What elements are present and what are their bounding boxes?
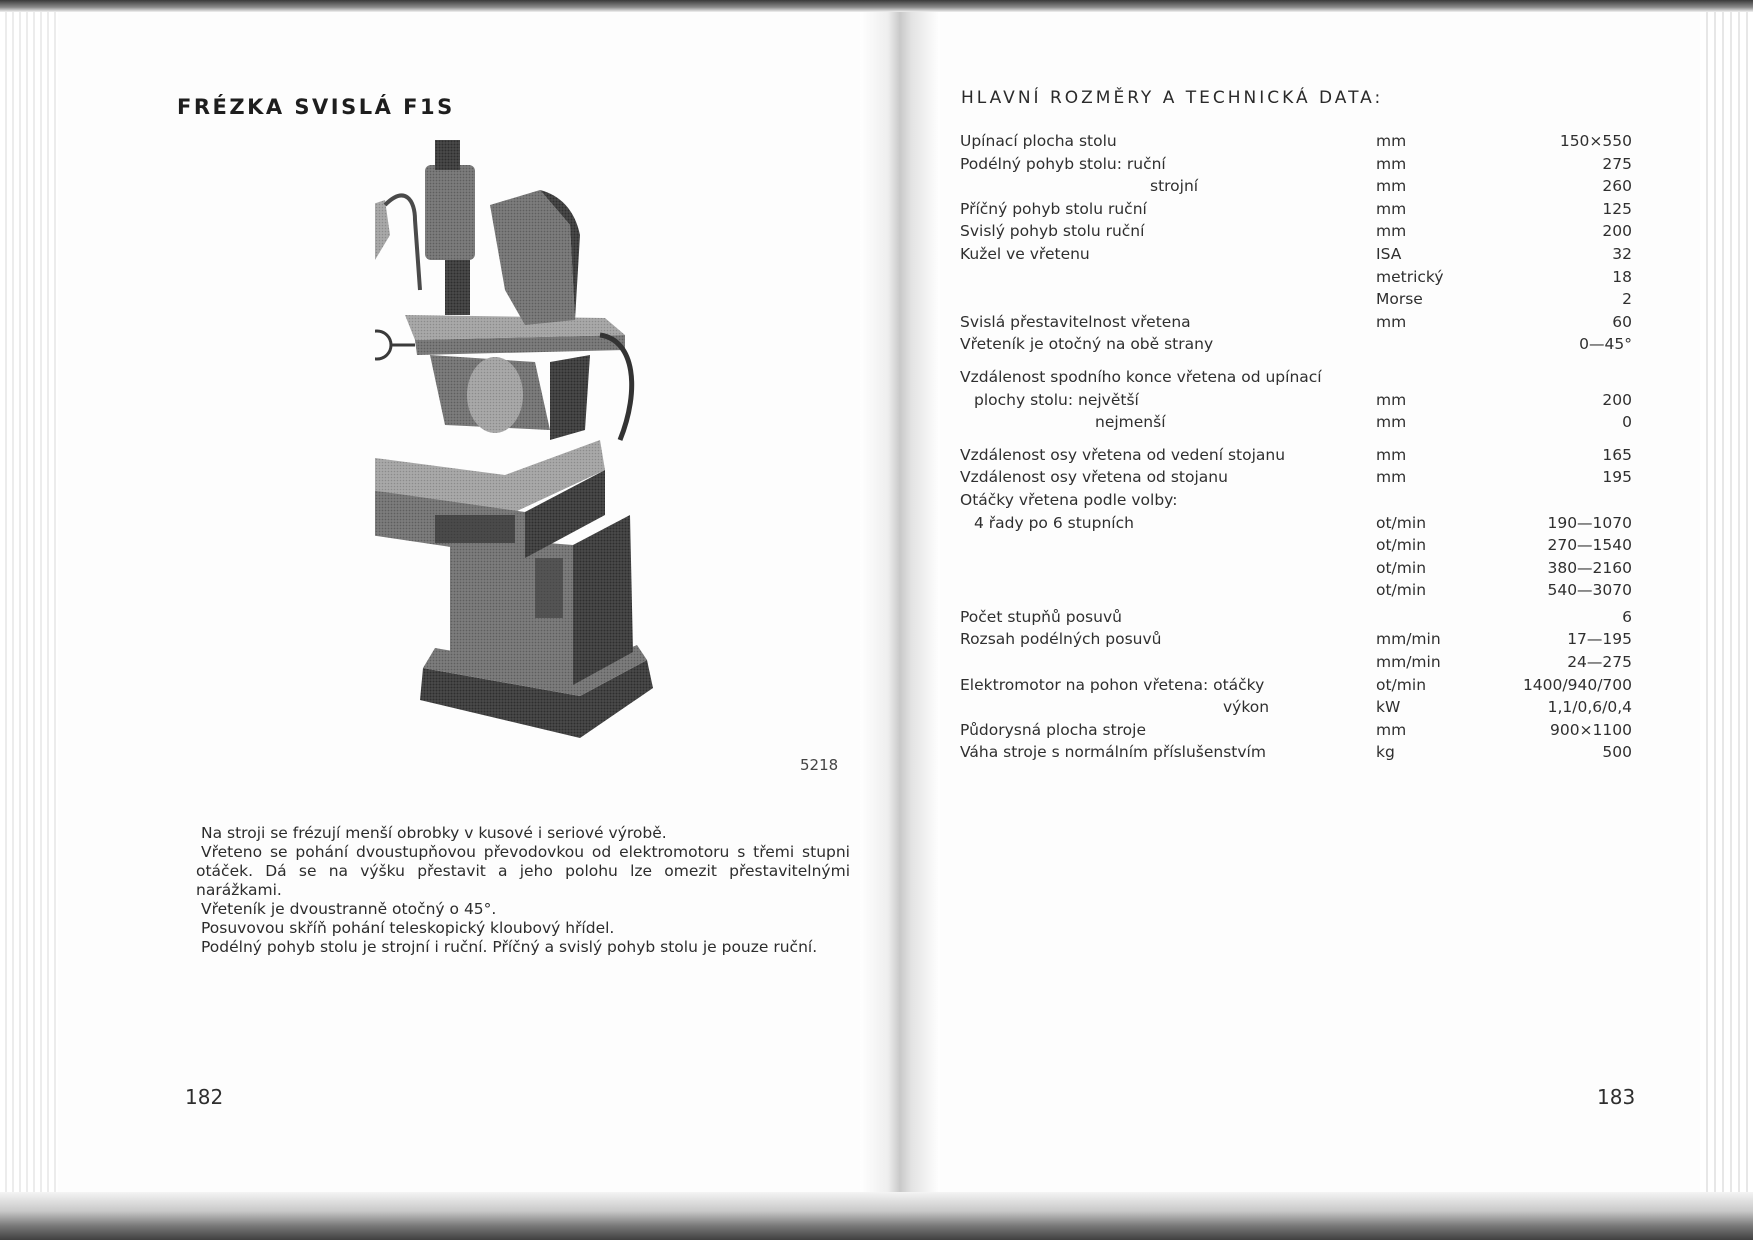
spec-row <box>960 466 1632 489</box>
spec-unit: mm <box>1376 132 1407 150</box>
spec-row <box>960 288 1632 311</box>
spec-value: 0—45° <box>1579 335 1632 354</box>
spec-label: Vzdálenost osy vřetena od stojanu . . . <box>960 466 1355 489</box>
spec-label: 4 řady po 6 stupních . . . <box>960 512 1369 535</box>
spec-unit: mm <box>1376 177 1407 196</box>
spec-value: 270—1540 <box>1547 536 1632 555</box>
spec-label: nejmenší . . . <box>960 411 1490 434</box>
spec-row <box>960 696 1632 719</box>
spec-value: 165 <box>1602 445 1632 464</box>
spec-row <box>960 489 1632 512</box>
spec-value: 18 <box>1612 267 1632 286</box>
specs-table <box>960 130 1632 764</box>
spec-label: strojní . . . <box>960 175 1545 198</box>
spec-unit: mm <box>1376 468 1407 487</box>
spec-label: Počet stupňů posuvů . . . <box>960 606 1355 629</box>
spec-row <box>960 198 1632 221</box>
description-paragraph: Podélný pohyb stolu je strojní i ruční. Příčný a svislý pohyb stolu je pouze ruční. <box>201 938 818 956</box>
spec-value: 125 <box>1602 199 1632 218</box>
spec-value: 2 <box>1622 290 1632 309</box>
spec-unit: mm <box>1376 413 1407 432</box>
spec-label: výkon . . . <box>960 696 1618 719</box>
spec-label: Vzdálenost osy vřetena od vedení stojanu . . . <box>960 444 1355 467</box>
spec-label: Svislá přestavitelnost vřetena . . . <box>960 311 1355 334</box>
spec-row <box>960 512 1632 535</box>
spec-unit: ot/min <box>1376 513 1427 532</box>
spec-value: 6 <box>1622 607 1632 626</box>
spec-value: 60 <box>1612 312 1632 331</box>
spec-value: 1400/940/700 <box>1522 675 1632 694</box>
spec-label <box>960 579 1355 602</box>
spec-row <box>960 153 1632 176</box>
spec-label: Otáčky vřetena podle volby: <box>960 489 1355 512</box>
description-paragraph: Posuvovou skříň pohání teleskopický kloubový hřídel. <box>201 919 615 937</box>
spec-unit: kW <box>1376 698 1401 717</box>
spec-label: Půdorysná plocha stroje . . . <box>960 719 1355 742</box>
spec-label: Elektromotor na pohon vřetena: otáčky . . . <box>960 674 1355 697</box>
spec-row <box>960 674 1632 697</box>
spec-row <box>960 741 1632 764</box>
spec-value: 0 <box>1622 413 1632 432</box>
spec-label: Vzdálenost spodního konce vřetena od upínací <box>960 366 1632 389</box>
spec-unit: mm <box>1376 720 1407 739</box>
page-number-left: 182 <box>185 1085 224 1109</box>
spec-label: Podélný pohyb stolu: ruční . . . <box>960 153 1355 176</box>
spec-unit: mm/min <box>1376 630 1441 649</box>
spec-value: 200 <box>1602 390 1632 409</box>
spec-label: plochy stolu: největší . . . <box>960 389 1369 412</box>
spec-value: 380—2160 <box>1547 558 1632 577</box>
spec-value: 200 <box>1602 222 1632 241</box>
spec-label: Upínací plocha stolu . . . <box>960 130 1355 153</box>
spec-unit: ot/min <box>1376 675 1427 694</box>
spec-value: 275 <box>1602 154 1632 173</box>
spec-label <box>960 651 1355 674</box>
description-paragraph: Vřeteno se pohání dvoustupňovou převodovkou od elektromotoru s třemi stupni otáček. Dá se na výšku přestavit a jeho polohu lze omezit přestavitelnými narážkami. <box>196 843 850 899</box>
spec-label: Svislý pohyb stolu ruční . . . <box>960 220 1355 243</box>
spec-value: 17—195 <box>1567 630 1632 649</box>
spec-unit: mm <box>1376 312 1407 331</box>
spec-value: 195 <box>1602 468 1632 487</box>
spec-row <box>960 651 1632 674</box>
spec-row <box>960 130 1632 153</box>
spec-unit: ot/min <box>1376 536 1427 555</box>
spec-row <box>960 243 1632 266</box>
spec-row <box>960 557 1632 580</box>
spec-value: 900×1100 <box>1549 720 1632 739</box>
spec-unit: ot/min <box>1376 558 1427 577</box>
spec-label: Rozsah podélných posuvů . . . <box>960 628 1355 651</box>
spec-unit: mm <box>1376 445 1407 464</box>
spec-unit: mm <box>1376 199 1407 218</box>
spec-row <box>960 579 1632 602</box>
spec-label: Příčný pohyb stolu ruční . . . <box>960 198 1355 221</box>
figure-number: 5218 <box>800 756 839 774</box>
spec-unit: mm/min <box>1376 653 1441 672</box>
spec-label <box>960 557 1355 580</box>
spec-unit: ot/min <box>1376 581 1427 600</box>
spec-unit: Morse <box>1376 290 1423 309</box>
spec-label: Kužel ve vřetenu . . . <box>960 243 1355 266</box>
spec-row <box>960 333 1632 356</box>
spec-row <box>960 534 1632 557</box>
spec-row <box>960 444 1632 467</box>
spec-row <box>960 311 1632 334</box>
spec-label: Váha stroje s normálním příslušenstvím . . . <box>960 741 1355 764</box>
spec-unit: kg <box>1376 743 1395 762</box>
spec-unit: mm <box>1376 222 1407 241</box>
spec-row <box>960 606 1632 629</box>
spec-value: 150×550 <box>1559 132 1632 150</box>
spec-unit: metrický <box>1376 267 1444 286</box>
spec-value: 24—275 <box>1567 653 1632 672</box>
spec-value: 32 <box>1612 244 1632 263</box>
spec-row <box>960 220 1632 243</box>
spec-unit: mm <box>1376 390 1407 409</box>
spec-value: 500 <box>1602 743 1632 762</box>
description-paragraph: Na stroji se frézují menší obrobky v kusové i seriové výrobě. <box>201 824 667 842</box>
spec-row <box>960 719 1632 742</box>
spec-row <box>960 266 1632 289</box>
spec-unit: mm <box>1376 154 1407 173</box>
spec-row <box>960 175 1632 198</box>
spec-label <box>960 534 1355 557</box>
machine-title: FRÉZKA SVISLÁ F1S <box>177 95 455 119</box>
spec-value: 260 <box>1602 177 1632 196</box>
page-number-right: 183 <box>1597 1085 1636 1109</box>
spec-label: Vřeteník je otočný na obě strany . . . <box>960 333 1355 356</box>
description-paragraph: Vřeteník je dvoustranně otočný o 45°. <box>201 900 497 918</box>
spec-unit: ISA <box>1376 244 1402 263</box>
spec-row <box>960 411 1632 434</box>
spec-row <box>960 366 1632 389</box>
spec-row <box>960 628 1632 651</box>
spec-value: 1,1/0,6/0,4 <box>1547 698 1632 717</box>
spec-label <box>960 266 1355 289</box>
spec-value: 190—1070 <box>1547 513 1632 532</box>
milling-machine-photo <box>375 140 675 760</box>
machine-description <box>196 824 850 957</box>
spec-label <box>960 288 1355 311</box>
spec-value: 540—3070 <box>1547 581 1632 600</box>
specs-title: HLAVNÍ ROZMĚRY A TECHNICKÁ DATA: <box>961 88 1384 108</box>
spec-row <box>960 389 1632 412</box>
